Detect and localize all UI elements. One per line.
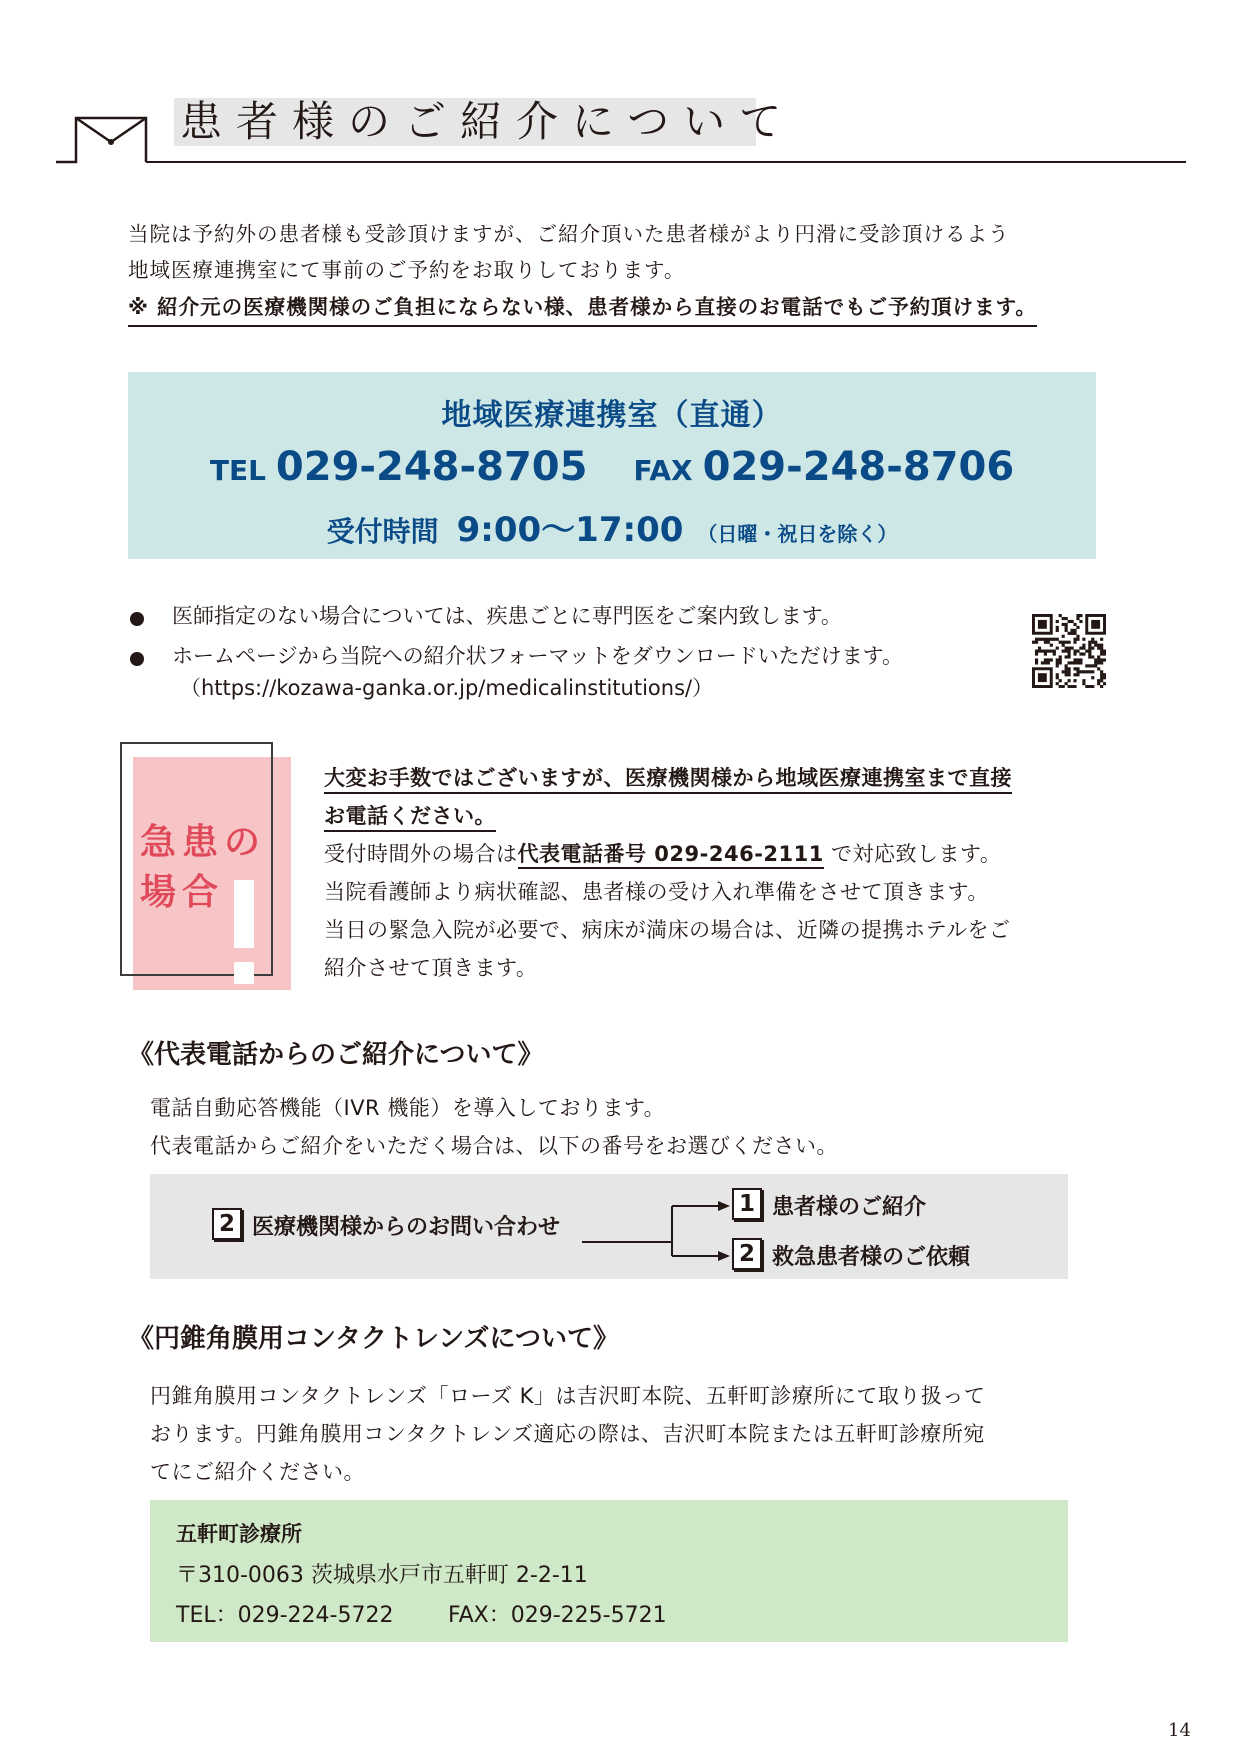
key-2-icon: 2 bbox=[212, 1208, 242, 1240]
contact-title: 地域医療連携室（直通） bbox=[441, 398, 783, 433]
intro-line-2: 地域医療連携室にて事前のご予約をお取りしております。 bbox=[128, 258, 686, 282]
emergency-label-line-2: 場合 bbox=[140, 872, 225, 913]
header-rule bbox=[146, 161, 1186, 163]
emergency-line-1 bbox=[324, 838, 1001, 868]
clinic-name: 五軒町診療所 bbox=[176, 1522, 302, 1546]
download-url-link[interactable]: （https://kozawa-ganka.or.jp/medicalinstitutions/） bbox=[180, 676, 714, 700]
bullet-item-download: ホームページから当院への紹介状フォーマットをダウンロードいただけます。 bbox=[172, 644, 904, 668]
envelope-icon bbox=[56, 112, 152, 164]
contact-phones bbox=[128, 444, 1096, 490]
clinic-fax: FAX：029-225-5721 bbox=[448, 1603, 667, 1628]
tel-number[interactable]: 029-248-8705 bbox=[275, 444, 588, 490]
bullet-dot-icon bbox=[130, 612, 144, 626]
page-title: 患者様のご紹介について bbox=[180, 97, 796, 146]
phone-text-line-1: 電話自動応答機能（IVR 機能）を導入しております。 bbox=[150, 1096, 666, 1120]
hours-time: 9:00～17:00 bbox=[456, 510, 684, 550]
fax-label: FAX bbox=[633, 454, 693, 487]
ivr-sub-label-1: 患者様のご紹介 bbox=[772, 1194, 927, 1220]
ivr-sub-label-2: 救急患者様のご依頼 bbox=[772, 1244, 971, 1270]
fax-number: 029-248-8706 bbox=[702, 444, 1015, 490]
hours-label: 受付時間 bbox=[326, 515, 439, 548]
ivr-branch-arrows bbox=[580, 1194, 740, 1264]
intro-line-1: 当院は予約外の患者様も受診頂けますが、ご紹介頂いた患者様がより円滑に受診頂けるよう bbox=[128, 222, 1010, 246]
section-heading-phone: 《代表電話からのご紹介について》 bbox=[128, 1040, 544, 1070]
emergency-heading-line-2 bbox=[324, 800, 496, 830]
page-number: 14 bbox=[1168, 1720, 1191, 1741]
lens-text-line-3: てにご紹介ください。 bbox=[150, 1460, 365, 1484]
ivr-sub-option-2 bbox=[732, 1238, 970, 1271]
clinic-address: 〒310-0063 茨城県水戸市五軒町 2-2-11 bbox=[176, 1563, 588, 1588]
ivr-main-label: 医療機関様からのお問い合わせ bbox=[252, 1214, 561, 1240]
ivr-menu-box bbox=[150, 1174, 1068, 1279]
exclamation-icon bbox=[234, 880, 254, 948]
ivr-main-option bbox=[212, 1208, 560, 1241]
bullet-dot-icon bbox=[130, 652, 144, 666]
tel-label: TEL bbox=[209, 454, 266, 487]
emergency-heading-text-1: 大変お手数ではございますが、医療機関様から地域医療連携室まで直接 bbox=[324, 766, 1012, 794]
exclamation-dot-icon bbox=[234, 962, 254, 984]
lens-text-line-1: 円錐角膜用コンタクトレンズ「ローズ K」は吉沢町本院、五軒町診療所にて取り扱って bbox=[150, 1384, 986, 1408]
key-1-icon: 1 bbox=[732, 1188, 762, 1220]
lens-text-line-2: おります。円錐角膜用コンタクトレンズ適応の際は、吉沢町本院または五軒町診療所宛 bbox=[150, 1422, 985, 1446]
emergency-label-line-1: 急患の bbox=[140, 822, 267, 863]
key-2-icon: 2 bbox=[732, 1238, 762, 1270]
contact-hours bbox=[128, 502, 1096, 551]
clinic-info-box bbox=[150, 1500, 1068, 1642]
emergency-line-1-pre: 受付時間外の場合は bbox=[324, 842, 518, 866]
section-heading-lens: 《円錐角膜用コンタクトレンズについて》 bbox=[128, 1324, 620, 1354]
emergency-line-3: 当日の緊急入院が必要で、病床が満床の場合は、近隣の提携ホテルをご bbox=[324, 918, 1011, 942]
emergency-line-1-post: で対応致します。 bbox=[823, 842, 1002, 866]
intro-note: ※ 紹介元の医療機関様のご負担にならない様、患者様から直接のお電話でもご予約頂けます。 bbox=[128, 292, 1037, 327]
contact-box bbox=[128, 372, 1096, 559]
bullet-item-specialist: 医師指定のない場合については、疾患ごとに専門医をご案内致します。 bbox=[172, 604, 842, 628]
emergency-line-4: 紹介させて頂きます。 bbox=[324, 956, 538, 980]
phone-text-line-2: 代表電話からご紹介をいただく場合は、以下の番号をお選びください。 bbox=[150, 1134, 838, 1158]
qr-code-icon[interactable] bbox=[1032, 614, 1106, 688]
emergency-heading-text-2: お電話ください。 bbox=[324, 804, 496, 832]
clinic-tel[interactable]: TEL：029-224-5722 bbox=[176, 1603, 394, 1628]
main-phone-number[interactable]: 代表電話番号 029-246-2111 bbox=[518, 842, 824, 869]
emergency-line-2: 当院看護師より病状確認、患者様の受け入れ準備をさせて頂きます。 bbox=[324, 880, 989, 904]
hours-note: （日曜・祝日を除く） bbox=[697, 522, 898, 546]
emergency-heading-line-1 bbox=[324, 762, 1012, 792]
ivr-sub-option-1 bbox=[732, 1188, 926, 1221]
